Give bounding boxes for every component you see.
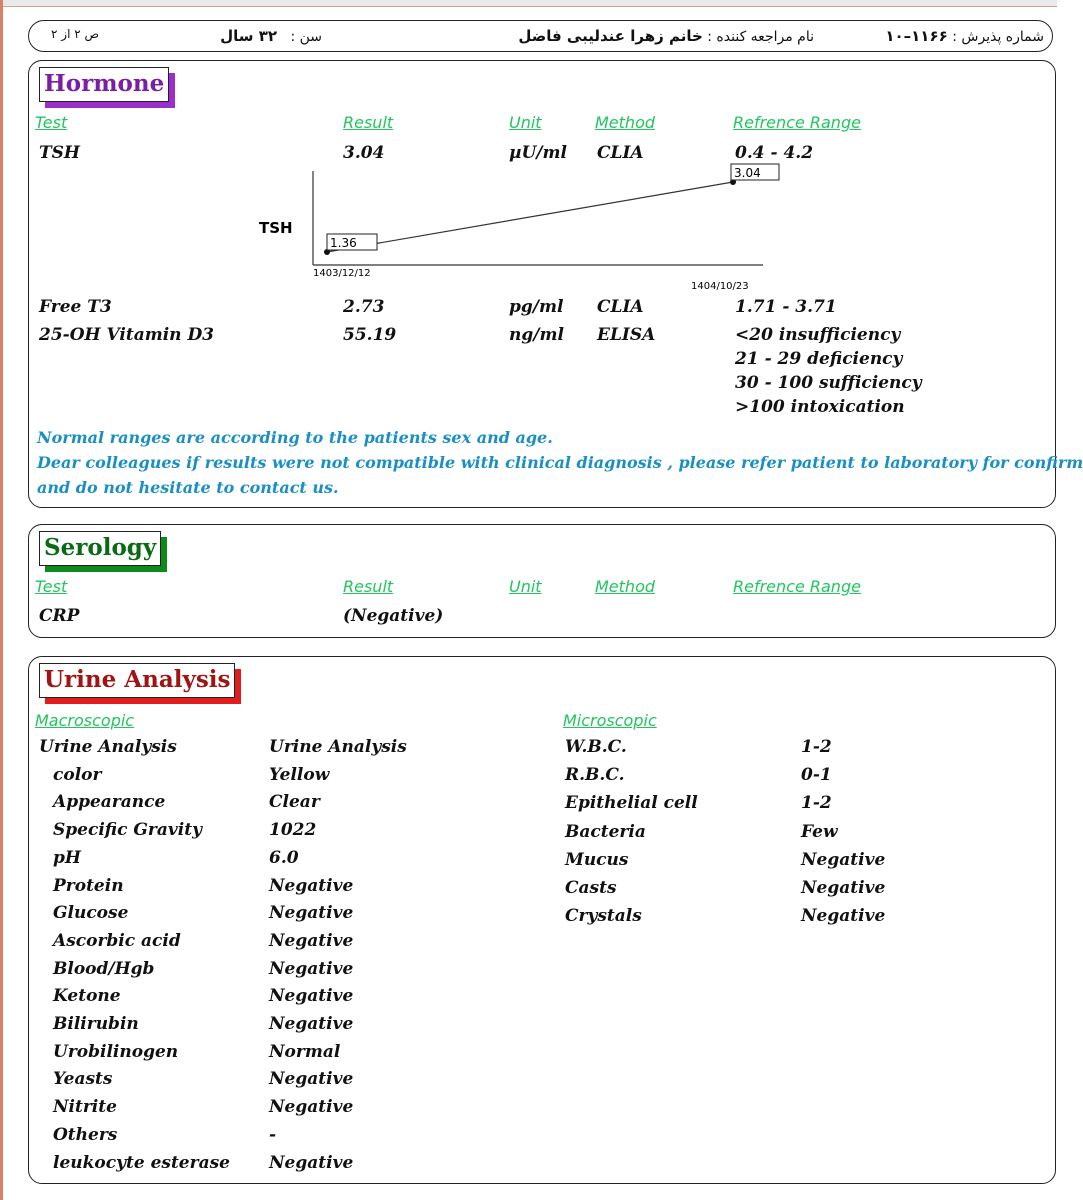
admission-label: شماره پذیرش :	[952, 29, 1044, 45]
macro-test-value: Negative	[269, 1014, 354, 1034]
chart-series-line	[327, 182, 733, 252]
vitd-range-3: 30 - 100 sufficiency	[735, 373, 922, 393]
col-unit: Unit	[509, 113, 542, 132]
macro-test-value: Negative	[269, 903, 354, 924]
patient-value: خانم زهرا عندلیبی فاضل	[518, 27, 703, 45]
micro-test-value: Negative	[801, 849, 886, 870]
vitd-range-2: 21 - 29 deficiency	[735, 349, 903, 369]
urine-section	[28, 656, 1056, 1184]
micro-test-value: Few	[801, 821, 838, 842]
macro-test-value: 1022	[269, 820, 317, 841]
ft3-unit: pg/ml	[509, 297, 564, 317]
macro-test-value: Clear	[269, 792, 320, 813]
note-colleagues: Dear colleagues if results were not compatible with clinical diagnosis , please refer patient to laboratory for confirm	[37, 453, 1083, 472]
chart-data-label: 3.04	[734, 166, 761, 180]
macro-test-value: -	[269, 1124, 277, 1145]
macro-test-name: Ascorbic acid	[53, 930, 181, 951]
micro-test-value: Negative	[801, 878, 886, 898]
tsh-method: CLIA	[597, 143, 644, 163]
macro-test-value: Yellow	[269, 764, 330, 785]
col-test: Test	[35, 577, 68, 596]
chart-data-label: 1.36	[330, 236, 357, 250]
macro-test-name: Ketone	[53, 986, 121, 1007]
vitd-result: 55.19	[343, 325, 397, 345]
micro-test-name: W.B.C.	[565, 737, 627, 757]
ft3-range: 1.71 - 3.71	[735, 297, 837, 317]
col-range: Refrence Range	[733, 577, 861, 596]
col-result: Result	[343, 113, 394, 132]
ft3-test: Free T3	[39, 297, 112, 317]
microscopic-header: Microscopic	[563, 711, 657, 730]
vitd-unit: ng/ml	[509, 325, 564, 345]
macro-test-value: Negative	[269, 875, 354, 896]
macro-test-name: Glucose	[53, 903, 129, 924]
admission-value: ۱۱۶۶–۱۰	[885, 27, 948, 45]
col-result: Result	[343, 577, 394, 596]
serology-section	[28, 524, 1056, 638]
ft3-result: 2.73	[343, 297, 385, 317]
macro-test-name: Nitrite	[53, 1097, 117, 1118]
macro-test-name: Specific Gravity	[53, 820, 202, 841]
ft3-method: CLIA	[597, 297, 644, 317]
hormone-section	[28, 60, 1083, 508]
note-ranges: Normal ranges are according to the patients sex and age.	[37, 428, 553, 447]
macro-test-name: Appearance	[53, 792, 166, 813]
page-left-edge	[0, 0, 3, 1200]
vitd-test: 25-OH Vitamin D3	[39, 325, 215, 345]
macro-test-value: Normal	[269, 1041, 341, 1062]
patient-label: نام مراجعه کننده :	[707, 29, 814, 45]
crp-result: (Negative)	[343, 606, 444, 626]
vitd-range-4: >100 intoxication	[735, 397, 905, 417]
urine-title: Urine Analysis	[39, 663, 235, 698]
micro-test-name: Casts	[565, 878, 617, 898]
vitd-method: ELISA	[597, 325, 656, 345]
patient-name	[518, 27, 814, 45]
tsh-result: 3.04	[343, 143, 385, 163]
macro-test-name: Bilirubin	[53, 1014, 139, 1034]
hormone-title: Hormone	[39, 67, 169, 102]
col-method: Method	[595, 577, 656, 596]
macroscopic-header: Macroscopic	[35, 711, 135, 730]
chart-x-tick-2: 1404/10/23	[691, 281, 749, 292]
macro-test-name: Blood/Hgb	[53, 958, 155, 979]
micro-test-value: 0-1	[801, 765, 832, 786]
macro-test-name: Urine Analysis	[39, 737, 177, 757]
age-label: سن :	[290, 29, 322, 45]
report-header	[28, 20, 1053, 52]
tsh-test: TSH	[39, 143, 80, 163]
macro-test-value: Urine Analysis	[269, 737, 407, 757]
admission-number	[885, 27, 1044, 45]
macro-test-name: leukocyte esterase	[53, 1152, 230, 1173]
micro-test-name: Crystals	[565, 906, 642, 927]
col-test: Test	[35, 113, 68, 132]
macro-test-name: pH	[53, 847, 81, 868]
vitd-range-1: <20 insufficiency	[735, 325, 901, 345]
macro-test-value: 6.0	[269, 847, 299, 868]
note-contact: and do not hesitate to contact us.	[37, 478, 339, 497]
chart-x-tick-1: 1403/12/12	[313, 268, 371, 279]
macro-test-value: Negative	[269, 1069, 354, 1090]
tsh-range: 0.4 - 4.2	[735, 143, 814, 163]
macro-test-value: Negative	[269, 930, 354, 951]
macro-test-name: Yeasts	[53, 1069, 113, 1090]
macro-test-value: Negative	[269, 958, 354, 979]
micro-test-name: R.B.C.	[565, 765, 625, 786]
macro-test-name: Urobilinogen	[53, 1041, 179, 1062]
micro-test-value: 1-2	[801, 737, 832, 757]
page-info: ص ۲ از ۲	[51, 27, 99, 41]
micro-test-value: Negative	[801, 906, 886, 927]
macro-test-name: Others	[53, 1124, 118, 1145]
macro-test-value: Negative	[269, 986, 354, 1007]
chart-ylabel: TSH	[259, 219, 293, 237]
crp-test: CRP	[39, 606, 80, 626]
col-unit: Unit	[509, 577, 542, 596]
macro-test-value: Negative	[269, 1152, 354, 1173]
micro-test-name: Bacteria	[565, 821, 646, 842]
patient-age	[220, 27, 322, 45]
page-top-edge	[0, 0, 1057, 7]
col-method: Method	[595, 113, 656, 132]
macro-test-name: color	[53, 764, 102, 785]
age-value: ۳۲ سال	[220, 27, 278, 45]
micro-test-value: 1-2	[801, 793, 832, 814]
col-range: Refrence Range	[733, 113, 861, 132]
macro-test-name: Protein	[53, 875, 124, 896]
tsh-trend-chart	[259, 165, 803, 295]
macro-test-value: Negative	[269, 1097, 354, 1118]
micro-test-name: Mucus	[565, 849, 629, 870]
serology-title: Serology	[39, 531, 161, 566]
micro-test-name: Epithelial cell	[565, 793, 698, 814]
tsh-unit: µU/ml	[509, 143, 567, 163]
